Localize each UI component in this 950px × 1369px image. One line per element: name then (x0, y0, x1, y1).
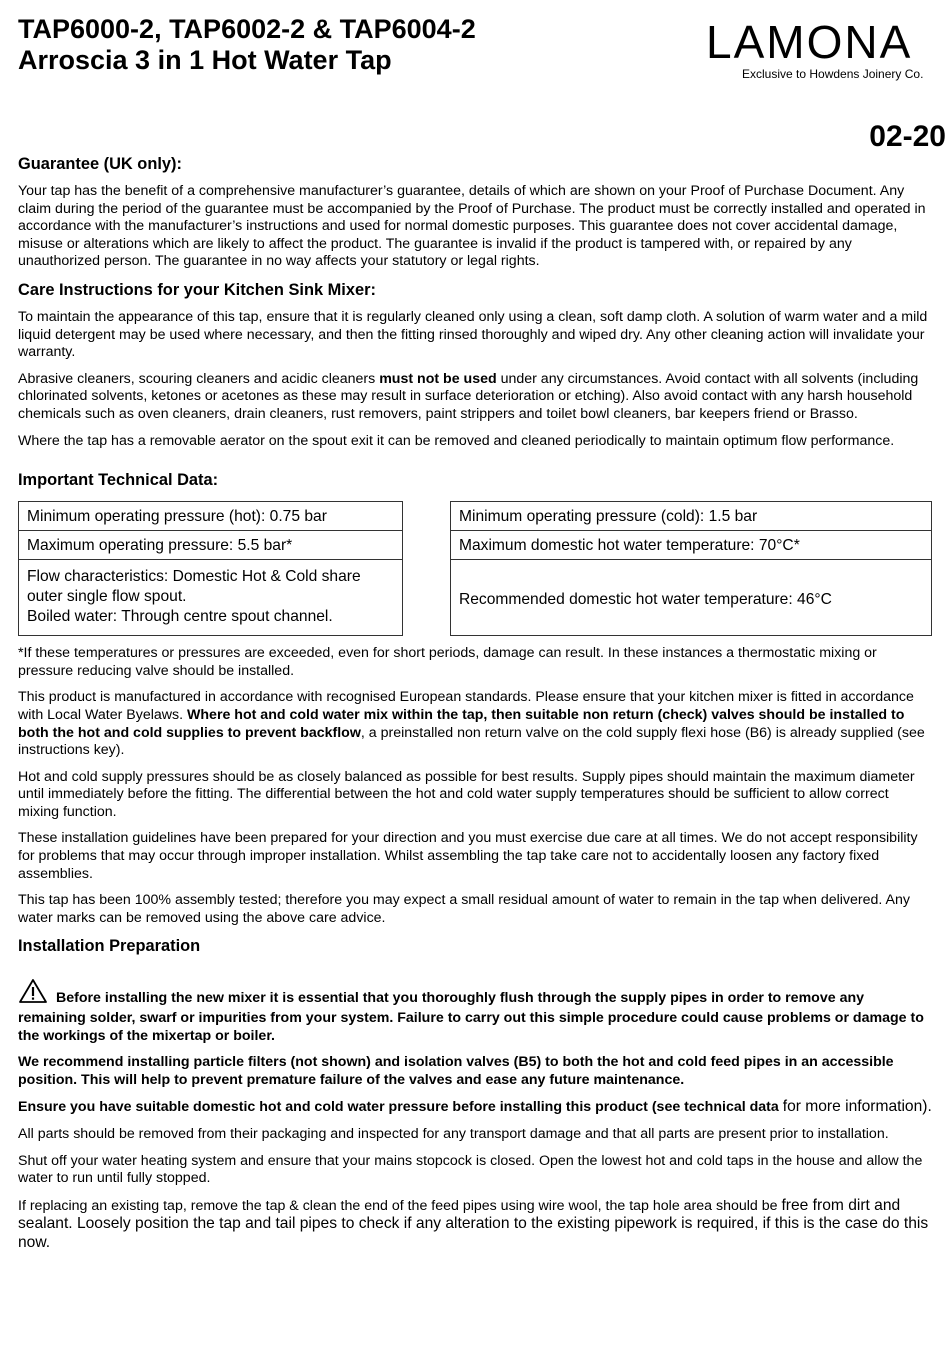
installation-warning (18, 978, 932, 1045)
title-line-product: Arroscia 3 in 1 Hot Water Tap (18, 45, 392, 75)
install-p5-start: If replacing an existing tap, remove the tap & clean the end of the feed pipes using wire wool, the tap hole area should be (18, 1197, 782, 1214)
care-paragraph-2 (18, 371, 932, 424)
spec-flow-text: Flow characteristics: Domestic Hot & Cold share outer single flow spout. (27, 568, 361, 606)
installation-paragraph-1: We recommend installing particle filters (not shown) and isolation valves (B5) to both the hot and cold feed pipes in an accessible position. This will help to prevent premature failure of the valves and ease any future maintenance. (18, 1054, 894, 1088)
installation-paragraph-2 (18, 1098, 932, 1117)
care-p2-end: under any circumstances. Avoid contact with all solvents (including chlorinated solvents, ketones or acetones as these may result in surface deterioration or etching). Also avoid contact with any harsh household chemicals such as oven cleaners, drain cleaners, rust removers, paint strippers and toilet bowl cleaners, bar keepers friend or Brasso. (18, 370, 919, 422)
spec-max-pressure: Maximum operating pressure: 5.5 bar* (19, 531, 402, 560)
logo-wordmark: LAMONA (706, 16, 913, 68)
spec-min-pressure-hot: Minimum operating pressure (hot): 0.75 bar (19, 502, 402, 531)
installation-paragraph-4: Shut off your water heating system and ensure that your mains stopcock is closed. Open the lowest hot and cold taps in the house and allow the water to run until fully stopped. (18, 1152, 923, 1187)
install-p5-end: free from dirt and sealant. Loosely position the tap and tail pipes to check if any alteration to the existing pipework is required, if this is the case do this now. (18, 1196, 929, 1251)
care-p2-emphasis: must not be used (379, 370, 497, 387)
technical-paragraph-3: These installation guidelines have been prepared for your direction and you must exercise due care at all times. We do not accept responsibility for problems that may occur through improper installation. Whilst assembling the tap take care not to accidentally loosen any factory fixed assemblies. (18, 830, 918, 882)
document-body (18, 154, 932, 1262)
tech-p1-end: , a preinstalled non return valve on the cold supply flexi hose (B6) is already supplied (see instructions key). (18, 724, 925, 759)
care-heading: Care Instructions for your Kitchen Sink Mixer: (18, 280, 376, 299)
technical-paragraph-4: This tap has been 100% assembly tested; therefore you may expect a small residual amount of water to remain in the tap when delivered. Any water marks can be removed using the above care advice. (18, 892, 910, 926)
warning-text: Before installing the new mixer it is essential that you thoroughly flush through the supply pipes in order to remove any remaining solder, swarf or impurities from your system. Failure to carry out this simple procedure could cause problems or damage to the workings of the mixertap or boiler. (18, 990, 924, 1044)
tech-p1-start: This product is manufactured in accordance with recognised European standards. Please ensure that your kitchen mixer is fitted in accordance with Local Water Byelaws. (18, 689, 914, 723)
logo-tagline: Exclusive to Howdens Joinery Co. (742, 67, 924, 81)
install-p2-emphasis: Ensure you have suitable domestic hot and cold water pressure before installing this product (see technical data (18, 1099, 783, 1116)
spec-table-right (450, 501, 932, 636)
guarantee-heading: Guarantee (UK only): (18, 155, 182, 173)
spec-boiled-water-text: Boiled water: Through centre spout channel. (27, 608, 333, 626)
installation-heading: Installation Preparation (18, 937, 201, 956)
spec-min-pressure-cold: Minimum operating pressure (cold): 1.5 bar (451, 502, 931, 531)
lamona-logo (706, 18, 946, 81)
document-title (18, 14, 476, 76)
guarantee-text: Your tap has the benefit of a comprehensive manufacturer’s guarantee, details of which are shown on your Proof of Purchase Document. Any claim during the period of the guarantee must be accompanied by the Proof of Purchase. The product must be correctly installed and operated in accordance with the manufacturer’s instructions and used for normal domestic purposes. This guarantee does not cover accidental damage, misuse or alterations which are likely to affect the product. The guarantee is invalid if the product is tampered with, or repaired by any unauthorized person. The guarantee in no way affects your statutory or legal rights. (18, 183, 926, 270)
title-line-models: TAP6000-2, TAP6002-2 & TAP6004-2 (18, 14, 476, 44)
technical-paragraph-2: Hot and cold supply pressures should be as closely balanced as possible for best results. Supply pipes should maintain the maximum diameter until immediately before the fitting. The differential between the hot and cold water supply temperatures should be sufficient to allow correct mixing function. (18, 768, 915, 820)
spec-max-hot-water-temp: Maximum domestic hot water temperature: 70°C* (451, 531, 931, 560)
spec-recommended-hot-water-temp: Recommended domestic hot water temperature: 46°C (459, 590, 832, 608)
install-p2-end: for more information). (782, 1098, 932, 1116)
spec-flow-characteristics (19, 560, 402, 635)
care-paragraph-1: To maintain the appearance of this tap, ensure that it is regularly cleaned only using a clean, soft damp cloth. A solution of warm water and a mild liquid detergent may be used where necessary, and then the fitting rinsed thoroughly and wiped dry. Any other cleaning action will invalidate your warranty. (18, 308, 928, 361)
document-number: 02-20 (869, 120, 946, 153)
technical-heading: Important Technical Data: (18, 471, 219, 490)
warning-triangle-icon (18, 978, 48, 1010)
installation-paragraph-5 (18, 1197, 932, 1253)
tech-p1-emphasis: Where hot and cold water mix within the tap, then suitable non return (check) valves should be installed to both the hot and cold supplies to prevent backflow (18, 706, 905, 741)
spec-table-left (18, 501, 403, 636)
care-p2-start: Abrasive cleaners, scouring cleaners and acidic cleaners (18, 370, 380, 387)
installation-paragraph-3: All parts should be removed from their packaging and inspected for any transport damage and that all parts are present prior to installation. (18, 1126, 889, 1142)
technical-footnote: *If these temperatures or pressures are exceeded, even for short periods, damage can result. In these instances a thermostatic mixing or pressure reducing valve should be installed. (18, 645, 877, 679)
care-paragraph-3: Where the tap has a removable aerator on the spout exit it can be removed and cleaned periodically to maintain optimum flow performance. (18, 432, 895, 449)
technical-paragraph-1 (18, 689, 932, 759)
technical-spec-tables (18, 501, 932, 636)
